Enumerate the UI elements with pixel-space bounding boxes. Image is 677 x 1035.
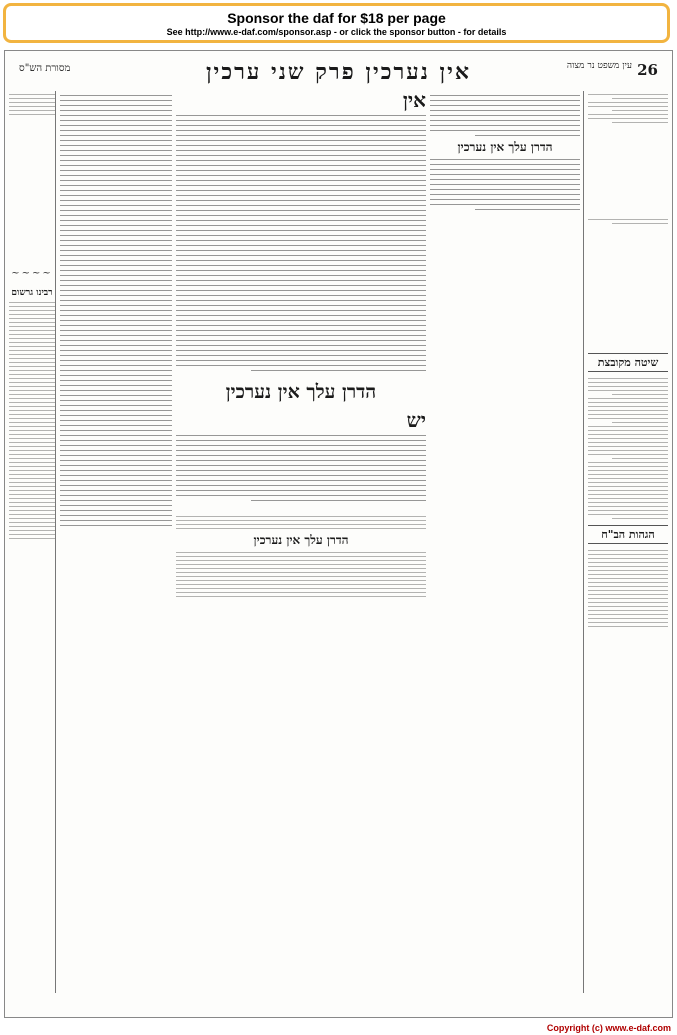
haggahot-heading: הגהות הב"ח — [588, 525, 668, 544]
cross-ref-heading: מסורת הש"ס — [19, 63, 71, 74]
rashi-column — [430, 91, 580, 993]
ein-mishpat-column — [588, 91, 668, 993]
copyright-footer[interactable]: Copyright (c) www.e-daf.com — [546, 1023, 671, 1033]
folio-number: 26 — [637, 61, 658, 79]
ornament-divider: ~~~~ — [11, 268, 53, 279]
column-divider — [583, 91, 584, 993]
talmud-page — [4, 50, 673, 1018]
gemara-column — [176, 91, 426, 993]
mishna-opening — [176, 91, 426, 112]
chapter-title: אין נערכין פרק שני ערכין — [205, 59, 472, 85]
mishna-opening-main — [176, 408, 426, 432]
rabbeinu-gershom-column — [9, 91, 55, 993]
sponsor-banner[interactable] — [3, 3, 670, 43]
ein-mishpat-label: עין משפט נר מצוה — [566, 61, 632, 71]
sponsor-title[interactable]: Sponsor the daf for $18 per page — [227, 10, 446, 26]
rabbeinu-gershom-heading: רבינו גרשום — [11, 288, 53, 298]
mishna-word-main: יש — [406, 408, 426, 432]
shita-mekubetzet-heading: שיטה מקובצת — [588, 353, 668, 372]
sponsor-subtitle[interactable]: See http://www.e-daf.com/sponsor.asp - or click the sponsor button - for details — [166, 27, 507, 37]
hadran-upper-right: הדרן עלך אין נערכין — [457, 140, 553, 154]
tosafot-column — [60, 91, 172, 993]
ein-mishpat-heading — [567, 61, 632, 72]
column-divider-left — [55, 91, 56, 993]
hadran-main: הדרן עלך אין נערכין — [225, 381, 377, 403]
mishna-word-upper: אין — [402, 91, 426, 112]
page-header — [5, 57, 672, 85]
hadran-bottom: הדרן עלך אין נערכין — [253, 533, 349, 547]
